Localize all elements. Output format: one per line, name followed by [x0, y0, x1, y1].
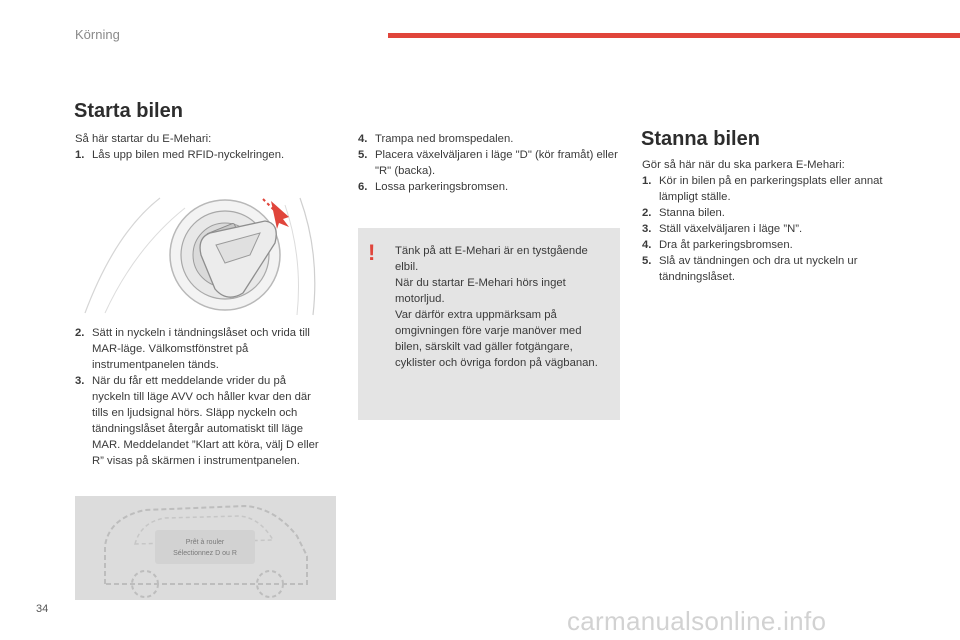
- step-number: 1.: [75, 149, 85, 161]
- stop-step: [642, 253, 892, 285]
- step-number: 4.: [642, 239, 652, 251]
- exclamation-icon: !: [368, 240, 376, 265]
- step-text: Sätt in nyckeln i tändningslåset och vrida till MAR-läge. Välkomstfönstret på instrumentpanelen tänds.: [92, 327, 310, 371]
- stop-step: [642, 221, 892, 237]
- section-label: Körning: [75, 27, 120, 42]
- step-text: Stanna bilen.: [659, 207, 725, 219]
- start-steps-c: [358, 131, 620, 195]
- stop-step: [642, 205, 892, 221]
- step-text: Kör in bilen på en parkeringsplats eller annat lämpligt ställe.: [659, 175, 883, 203]
- start-step: [358, 131, 620, 147]
- step-number: 3.: [75, 375, 85, 387]
- step-text: Placera växelväljaren i läge "D" (kör framåt) eller "R" (backa).: [375, 149, 618, 177]
- step-text: Ställ växelväljaren i läge ”N”.: [659, 223, 803, 235]
- watermark: carmanualsonline.info: [567, 606, 827, 636]
- start-step: [75, 325, 325, 373]
- stop-step: [642, 173, 892, 205]
- start-steps-a: [75, 147, 335, 163]
- start-step: [75, 147, 335, 163]
- car-display-illustration: [75, 496, 336, 600]
- ignition-key-drawing: [75, 193, 335, 318]
- car-silhouette-drawing: [75, 496, 336, 600]
- step-text: Lossa parkeringsbromsen.: [375, 181, 509, 193]
- step-number: 2.: [75, 327, 85, 339]
- step-number: 4.: [358, 133, 368, 145]
- stop-steps: [642, 173, 892, 285]
- stop-block: [642, 157, 892, 285]
- display-line-1: Prêt à rouler: [185, 539, 225, 546]
- step-number: 5.: [642, 255, 652, 267]
- stop-title: Stanna bilen: [641, 128, 760, 150]
- step-number: 3.: [642, 223, 652, 235]
- stop-intro: Gör så här när du ska parkera E-Mehari:: [642, 159, 845, 171]
- start-intro: Så här startar du E-Mehari:: [75, 133, 212, 145]
- stop-step: [642, 237, 892, 253]
- ignition-key-illustration: [75, 193, 335, 318]
- step-number: 5.: [358, 149, 368, 161]
- step-text: Dra åt parkeringsbromsen.: [659, 239, 793, 251]
- warning-text: Tänk på att E-Mehari är en tystgående elbil. När du startar E-Mehari hörs inget motorljud. Var därför extra uppmärksam på omgivningen före varje manöver med bilen, särskilt vad gäller fotgängare, cyklister och övriga fordon på vägbanan.: [395, 245, 598, 369]
- display-line-2: Sélectionnez D ou R: [173, 550, 237, 557]
- step-number: 2.: [642, 207, 652, 219]
- start-step: [358, 179, 620, 195]
- start-steps-b: [75, 325, 325, 469]
- step-number: 1.: [642, 175, 652, 187]
- header-accent-bar: [388, 33, 960, 38]
- start-step: [75, 373, 325, 469]
- step-text: Trampa ned bromspedalen.: [375, 133, 514, 145]
- start-steps-c-block: [358, 131, 620, 195]
- start-step: [358, 147, 620, 179]
- step-text: Lås upp bilen med RFID-nyckelringen.: [92, 149, 285, 161]
- start-intro-block: [75, 131, 335, 163]
- start-title: Starta bilen: [74, 100, 183, 122]
- page-number: 34: [36, 603, 49, 615]
- step-text: När du får ett meddelande vrider du på nyckeln till läge AVV och håller kvar den där tills en ljudsignal hörs. Släpp nyckeln och tändningslåset återgår automatiskt till läge MAR. Meddelandet ”Klart att köra, välj D eller R” visas på skärmen i instrumentpanelen.: [92, 375, 319, 467]
- start-steps-b-block: [75, 325, 325, 469]
- step-number: 6.: [358, 181, 368, 193]
- step-text: Slå av tändningen och dra ut nyckeln ur tändningslåset.: [659, 255, 858, 283]
